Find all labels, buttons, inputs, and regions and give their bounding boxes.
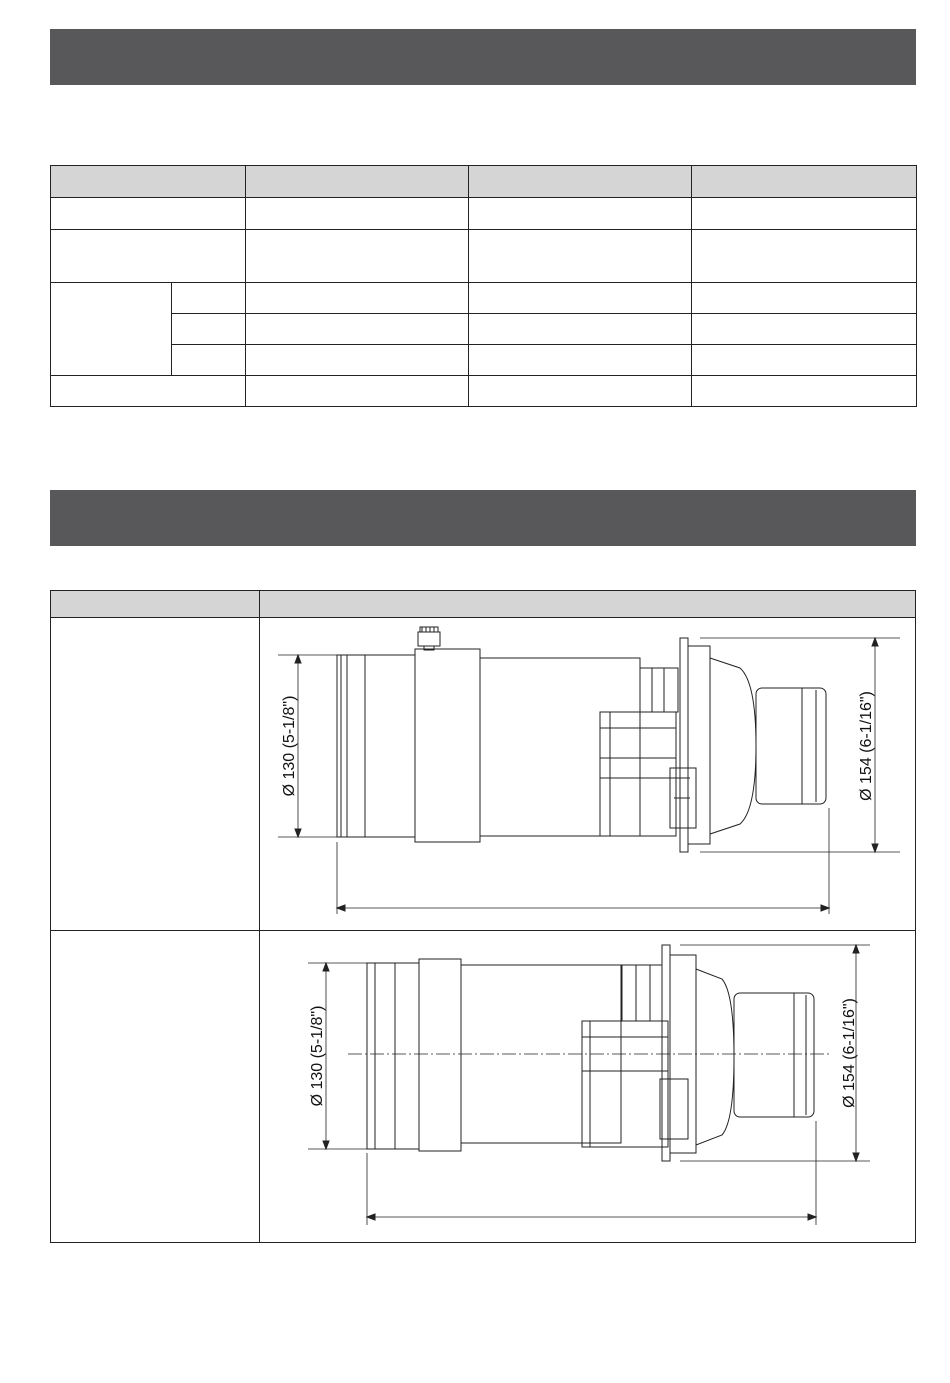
spec-table-row <box>51 314 917 345</box>
spec-cell <box>51 230 246 283</box>
spec-cell <box>692 198 917 230</box>
dimensions-table <box>50 590 916 1243</box>
spec-table-row <box>51 345 917 376</box>
spec-cell <box>51 198 246 230</box>
diameter-label-right: Ø 154 (6-1/16") <box>841 998 858 1108</box>
lens-mount-housing <box>582 1021 668 1147</box>
lens-knob <box>418 632 440 646</box>
spec-table-header-row <box>51 166 917 198</box>
spec-cell <box>172 283 246 314</box>
spec-header-cell <box>469 166 692 198</box>
spec-cell <box>172 345 246 376</box>
spec-cell <box>246 283 469 314</box>
spec-cell <box>246 230 469 283</box>
lens-zoom-ring <box>419 959 461 1151</box>
lens-zoom-ring <box>415 649 480 842</box>
lens-rear-cone <box>696 969 734 1145</box>
spec-cell <box>469 198 692 230</box>
spec-cell <box>469 283 692 314</box>
spec-table-row <box>51 376 917 407</box>
spec-table-row <box>51 283 917 314</box>
spec-cell <box>246 314 469 345</box>
dimensions-header-model <box>50 590 260 618</box>
spec-cell <box>469 376 692 407</box>
spec-header-cell <box>692 166 917 198</box>
lens-body <box>480 658 640 836</box>
lens-front-ring <box>337 655 347 837</box>
section-header-specs <box>50 29 916 85</box>
lens-barrel-ring <box>347 655 365 837</box>
spec-cell <box>692 376 917 407</box>
spec-cell <box>692 283 917 314</box>
dimensions-row-label <box>50 617 260 931</box>
diameter-label-left: Ø 130 (5-1/8") <box>281 695 298 797</box>
spec-cell <box>692 314 917 345</box>
lens-mount-housing <box>600 712 676 836</box>
dimensions-header-drawing <box>259 590 916 618</box>
dimensions-row-drawing <box>259 930 916 1243</box>
diameter-label-left: Ø 130 (5-1/8") <box>309 1005 326 1107</box>
spec-cell <box>51 376 246 407</box>
section-header-dimensions <box>50 490 916 546</box>
lens-rear-cone <box>710 658 756 834</box>
dimensions-row-drawing <box>259 617 916 931</box>
spec-cell <box>692 345 917 376</box>
spec-header-cell <box>51 166 246 198</box>
spec-cell <box>246 376 469 407</box>
spec-cell <box>469 345 692 376</box>
spec-table-row <box>51 198 917 230</box>
spec-cell <box>692 230 917 283</box>
lens-drawing-1 <box>260 618 915 930</box>
lens-mount-flange <box>662 945 670 1161</box>
diameter-label-right: Ø 154 (6-1/16") <box>858 691 875 801</box>
lens-drawing-2 <box>260 931 915 1242</box>
lens-mount-flange <box>680 638 688 852</box>
lens-barrel-ring <box>375 963 395 1149</box>
lens-front-ring <box>367 963 375 1149</box>
spec-table-row <box>51 230 917 283</box>
spec-cell <box>469 314 692 345</box>
lens-rear-element <box>734 993 814 1117</box>
spec-cell <box>469 230 692 283</box>
spec-cell <box>246 345 469 376</box>
spec-cell <box>172 314 246 345</box>
spec-table <box>50 165 917 407</box>
spec-cell <box>246 198 469 230</box>
spec-header-cell <box>246 166 469 198</box>
spec-cell-group <box>51 283 172 376</box>
dimensions-row-label <box>50 930 260 1243</box>
